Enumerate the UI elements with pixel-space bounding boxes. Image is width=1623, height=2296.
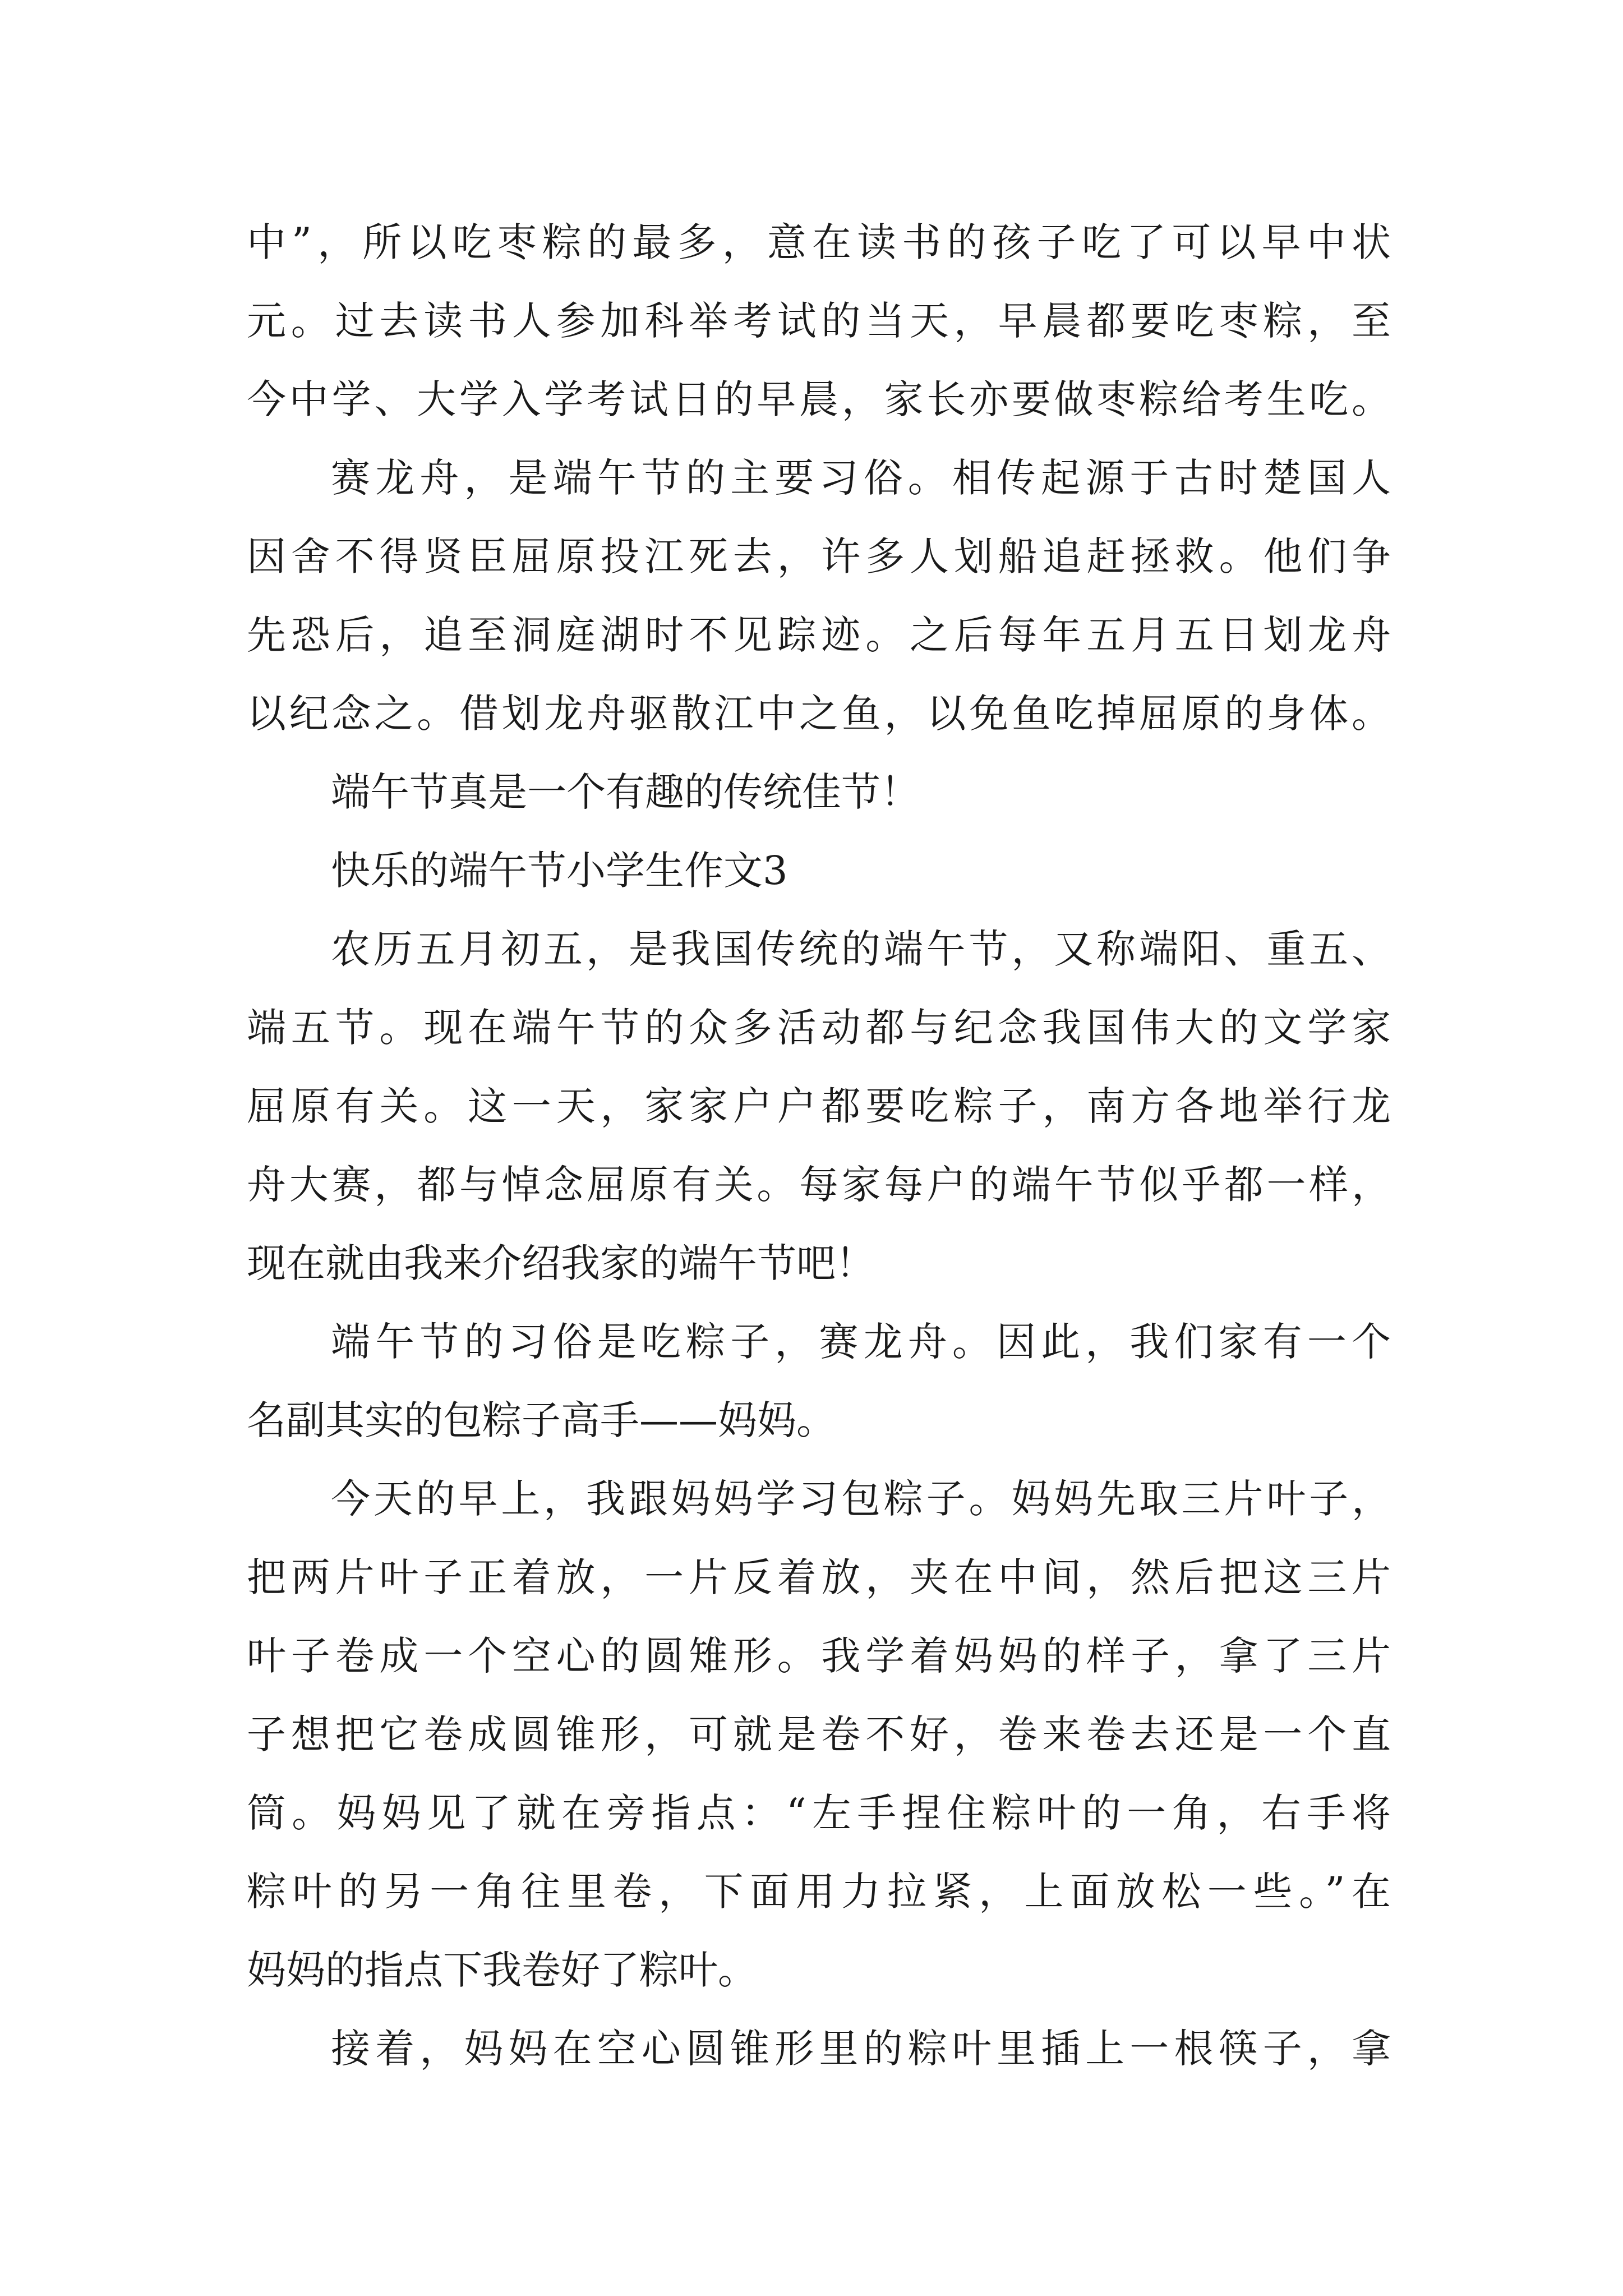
text-line: 叶子卷成一个空心的圆雉形。我学着妈妈的样子，拿了三片 [247,1633,1391,1679]
text-line: 今天的早上，我跟妈妈学习包粽子。妈妈先取三片叶子， [331,1476,1391,1522]
text-line: 屈原有关。这一天，家家户户都要吃粽子，南方各地举行龙 [247,1083,1391,1129]
section-heading: 快乐的端午节小学生作文3 [331,848,788,894]
text-line: 先恐后，追至洞庭湖时不见踪迹。之后每年五月五日划龙舟 [247,612,1391,658]
text-line: 把两片叶子正着放，一片反着放，夹在中间，然后把这三片 [247,1554,1391,1600]
text-line: 粽叶的另一角往里卷，下面用力拉紧，上面放松一些。”在 [247,1869,1391,1915]
text-line: 农历五月初五，是我国传统的端午节，又称端阳、重五、 [331,926,1391,972]
text-line: 以纪念之。借划龙舟驱散江中之鱼，以免鱼吃掉屈原的身体。 [247,691,1391,737]
text-line: 端五节。现在端午节的众多活动都与纪念我国伟大的文学家 [247,1005,1391,1051]
text-line: 名副其实的包粽子高手——妈妈。 [247,1397,836,1443]
text-line: 元。过去读书人参加科举考试的当天，早晨都要吃枣粽，至 [247,298,1391,344]
text-line: 筒。妈妈见了就在旁指点：“左手捏住粽叶的一角，右手将 [247,1790,1391,1836]
text-line: 赛龙舟，是端午节的主要习俗。相传起源于古时楚国人 [331,455,1391,501]
text-line: 端午节真是一个有趣的传统佳节！ [331,769,920,815]
text-line: 子想把它卷成圆锥形，可就是卷不好，卷来卷去还是一个直 [247,1711,1391,1757]
text-line: 现在就由我来介绍我家的端午节吧！ [247,1240,875,1286]
text-line: 妈妈的指点下我卷好了粽叶。 [247,1947,757,1993]
text-line: 端午节的习俗是吃粽子，赛龙舟。因此，我们家有一个 [331,1319,1391,1365]
text-line: 因舍不得贤臣屈原投江死去，许多人划船追赶拯救。他们争 [247,533,1391,579]
text-line: 接着，妈妈在空心圆锥形里的粽叶里插上一根筷子，拿 [331,2026,1391,2072]
text-line: 今中学、大学入学考试日的早晨，家长亦要做枣粽给考生吃。 [247,376,1391,422]
text-line: 中”，所以吃枣粽的最多，意在读书的孩子吃了可以早中状 [247,219,1391,265]
text-line: 舟大赛，都与悼念屈原有关。每家每户的端午节似乎都一样， [247,1162,1391,1208]
